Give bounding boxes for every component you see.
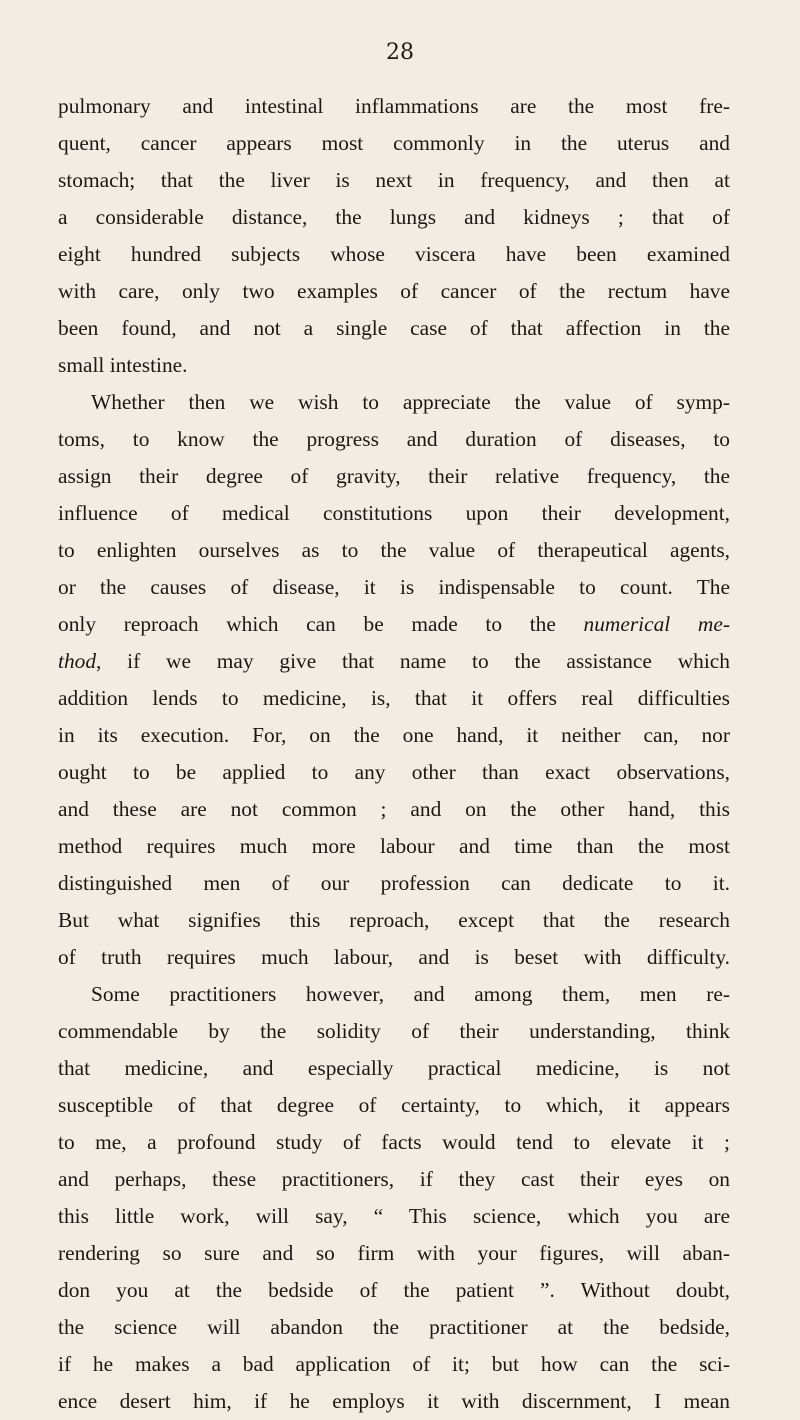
text-line: [58, 458, 730, 495]
text-segment: small intestine.: [58, 353, 188, 377]
body-text: [58, 88, 730, 1420]
text-line: [58, 421, 730, 458]
text-segment: the science will abandon the practitioner at the bedside,: [58, 1315, 730, 1339]
text-segment: eight hundred subjects whose viscera have been examined: [58, 242, 730, 266]
text-line: [58, 199, 730, 236]
text-line: [58, 1383, 730, 1420]
text-segment: in its execution. For, on the one hand, it neither can, nor: [58, 723, 730, 747]
text-segment: of truth requires much labour, and is beset with difficulty.: [58, 945, 730, 969]
text-segment: addition lends to medicine, is, that it offers real difficulties: [58, 686, 730, 710]
text-line: [58, 310, 730, 347]
text-segment: quent, cancer appears most commonly in the uterus and: [58, 131, 730, 155]
text-line: [58, 273, 730, 310]
text-segment: ence desert him, if he employs it with discernment, I mean: [58, 1389, 730, 1413]
text-segment: Some practitioners however, and among them, men re-: [91, 982, 730, 1006]
text-segment: to me, a profound study of facts would tend to elevate it ;: [58, 1130, 730, 1154]
text-line: [58, 680, 730, 717]
text-segment: But what signifies this reproach, except that the research: [58, 908, 730, 932]
text-line: [58, 1050, 730, 1087]
text-line: [58, 569, 730, 606]
text-line: [58, 939, 730, 976]
text-segment: a considerable distance, the lungs and kidneys ; that of: [58, 205, 730, 229]
text-line: [58, 532, 730, 569]
text-line: [58, 717, 730, 754]
text-line: [58, 902, 730, 939]
text-segment: assign their degree of gravity, their relative frequency, the: [58, 464, 730, 488]
text-segment: only reproach which can be made to the: [58, 612, 584, 636]
text-line: [58, 1309, 730, 1346]
text-segment: toms, to know the progress and duration of diseases, to: [58, 427, 730, 451]
text-segment: distinguished men of our profession can dedicate to it.: [58, 871, 730, 895]
text-line: [58, 384, 730, 421]
text-segment: rendering so sure and so firm with your figures, will aban-: [58, 1241, 730, 1265]
text-segment: with care, only two examples of cancer of the rectum have: [58, 279, 730, 303]
text-segment: if he makes a bad application of it; but how can the sci-: [58, 1352, 730, 1376]
text-line: [58, 606, 730, 643]
italic-text: thod: [58, 649, 97, 673]
italic-text: numerical me-: [583, 612, 730, 636]
text-line: [58, 828, 730, 865]
text-line: [58, 1124, 730, 1161]
text-line: [58, 162, 730, 199]
text-segment: this little work, will say, “ This science, which you are: [58, 1204, 730, 1228]
text-segment: been found, and not a single case of that affection in the: [58, 316, 730, 340]
text-segment: or the causes of disease, it is indispensable to count. The: [58, 575, 730, 599]
text-line: [58, 1346, 730, 1383]
text-line: [58, 88, 730, 125]
text-line: [58, 976, 730, 1013]
text-segment: ought to be applied to any other than exact observations,: [58, 760, 730, 784]
text-segment: influence of medical constitutions upon their development,: [58, 501, 730, 525]
text-line: [58, 1161, 730, 1198]
text-line: [58, 791, 730, 828]
text-segment: to enlighten ourselves as to the value of therapeutical agents,: [58, 538, 730, 562]
text-line: [58, 1235, 730, 1272]
text-line: [58, 1087, 730, 1124]
text-line: [58, 865, 730, 902]
text-line: [58, 495, 730, 532]
text-line: [58, 347, 730, 384]
text-line: [58, 754, 730, 791]
text-segment: pulmonary and intestinal inflammations are the most fre-: [58, 94, 730, 118]
text-segment: susceptible of that degree of certainty, to which, it appears: [58, 1093, 730, 1117]
text-line: [58, 1272, 730, 1309]
text-segment: , if we may give that name to the assistance which: [96, 649, 730, 673]
text-line: [58, 125, 730, 162]
text-segment: and perhaps, these practitioners, if they cast their eyes on: [58, 1167, 730, 1191]
text-segment: and these are not common ; and on the other hand, this: [58, 797, 730, 821]
text-line: [58, 236, 730, 273]
text-segment: don you at the bedside of the patient ”. Without doubt,: [58, 1278, 730, 1302]
text-segment: method requires much more labour and time than the most: [58, 834, 730, 858]
text-line: [58, 1013, 730, 1050]
page-number: 28: [386, 40, 414, 65]
text-line: [58, 643, 730, 680]
text-segment: commendable by the solidity of their understanding, think: [58, 1019, 730, 1043]
text-line: [58, 1198, 730, 1235]
text-segment: stomach; that the liver is next in frequency, and then at: [58, 168, 730, 192]
text-segment: that medicine, and especially practical medicine, is not: [58, 1056, 730, 1080]
text-segment: Whether then we wish to appreciate the value of symp-: [91, 390, 730, 414]
